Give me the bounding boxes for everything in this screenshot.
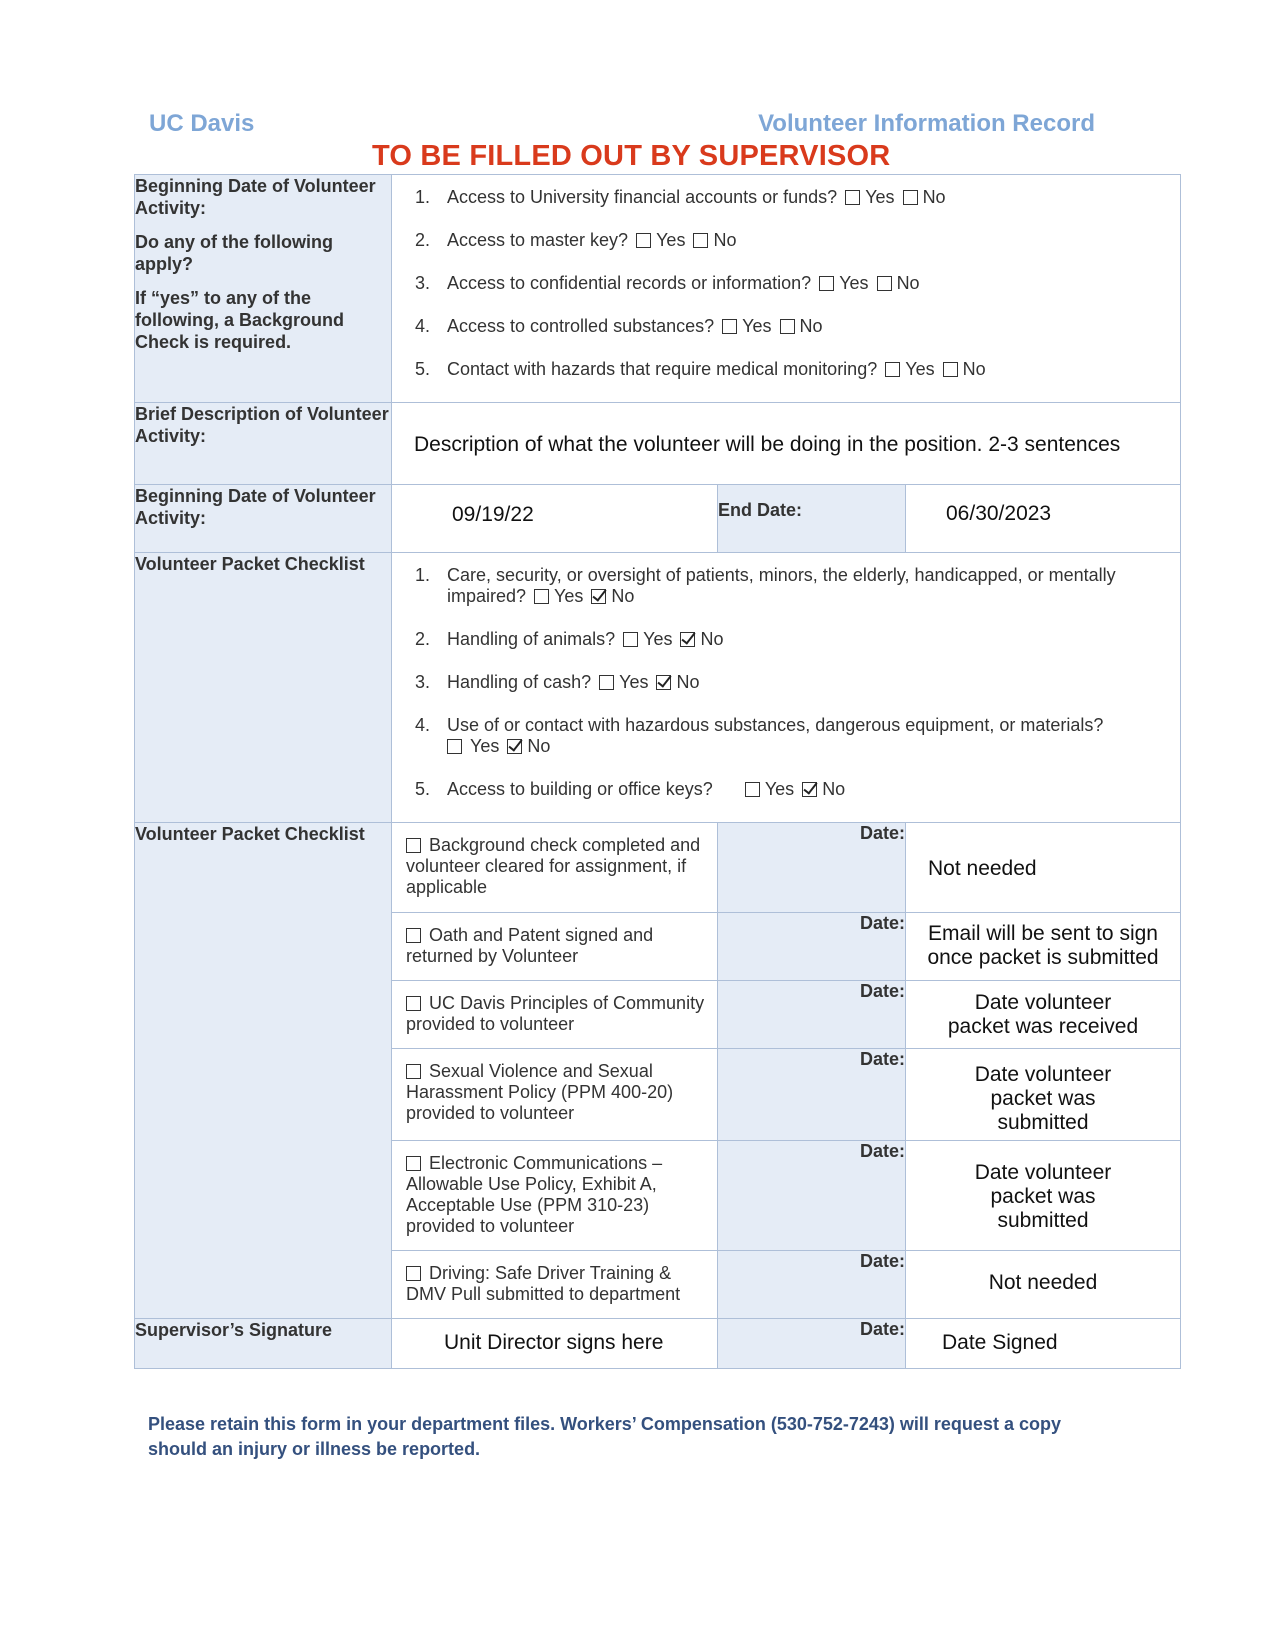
- supervisor-instruction: TO BE FILLED OUT BY SUPERVISOR: [372, 140, 891, 172]
- end-date-label: End Date:: [718, 485, 906, 553]
- checkbox-icon[interactable]: [406, 1064, 421, 1079]
- signature-date-field[interactable]: [906, 1319, 1181, 1369]
- document-title: Volunteer Information Record: [758, 110, 1095, 137]
- signature-field[interactable]: [392, 1319, 718, 1369]
- packet-question-3: Handling of cash? Yes No: [447, 672, 700, 692]
- description-field[interactable]: [392, 403, 1181, 485]
- checkbox-icon[interactable]: [406, 1156, 421, 1171]
- checklist-item: Driving: Safe Driver Training & DMV Pull submitted to department: [392, 1251, 718, 1319]
- checkbox-icon[interactable]: [693, 233, 708, 248]
- checklist-date-field[interactable]: [906, 1251, 1181, 1319]
- checkbox-icon[interactable]: [534, 589, 549, 604]
- signature-value: Unit Director signs here: [444, 1331, 664, 1354]
- checkbox-icon[interactable]: [877, 276, 892, 291]
- checklist-date-value: Date volunteer packet was received: [947, 991, 1139, 1038]
- checklist-date-value: Not needed: [928, 857, 1037, 880]
- checkbox-icon[interactable]: [885, 362, 900, 377]
- checkbox-icon[interactable]: [903, 190, 918, 205]
- checklist-date-value: Email will be sent to sign once packet is submitted: [927, 922, 1159, 969]
- begin-date-field[interactable]: [392, 485, 718, 553]
- checkbox-icon[interactable]: [623, 632, 638, 647]
- end-date-field[interactable]: [906, 485, 1181, 553]
- checkbox-icon[interactable]: [599, 675, 614, 690]
- checklist-item: Oath and Patent signed and returned by Volunteer: [392, 913, 718, 981]
- checklist-date-value: Not needed: [988, 1271, 1098, 1294]
- checklist-date-field[interactable]: [906, 823, 1181, 913]
- date-label: Date:: [718, 913, 906, 981]
- begin-date-value: 09/19/22: [452, 503, 534, 526]
- checked-checkbox-icon[interactable]: [507, 739, 522, 754]
- checkbox-icon[interactable]: [845, 190, 860, 205]
- bg-question-2: Access to master key? Yes No: [447, 230, 737, 250]
- begin-date-label-text: Beginning Date of Volunteer Activity:: [135, 176, 376, 218]
- signature-label: Supervisor’s Signature: [135, 1319, 392, 1369]
- end-date-value: 06/30/2023: [946, 502, 1052, 525]
- packet-question-2: Handling of animals? Yes No: [447, 629, 724, 649]
- checklist-item: Background check completed and volunteer cleared for assignment, if applicable: [392, 823, 718, 913]
- checked-checkbox-icon[interactable]: [680, 632, 695, 647]
- checkbox-icon[interactable]: [406, 1266, 421, 1281]
- checkbox-icon[interactable]: [406, 996, 421, 1011]
- begin-date-label: Beginning Date of Volunteer Activity:: [135, 485, 392, 553]
- date-label: Date:: [718, 1251, 906, 1319]
- background-check-label: [135, 175, 392, 403]
- packet-question-5: Access to building or office keys? Yes No: [447, 779, 846, 799]
- date-label: Date:: [718, 1049, 906, 1141]
- checklist-date-value: Date volunteer packet was submitted: [974, 1161, 1112, 1232]
- checkbox-icon[interactable]: [819, 276, 834, 291]
- bg-question-4: Access to controlled substances? Yes No: [447, 316, 823, 336]
- checkbox-icon[interactable]: [943, 362, 958, 377]
- date-label: Date:: [718, 823, 906, 913]
- checkbox-icon[interactable]: [636, 233, 651, 248]
- background-check-note: If “yes” to any of the following, a Background Check is required.: [135, 288, 345, 352]
- checklist-date-value: Date volunteer packet was submitted: [974, 1063, 1112, 1134]
- packet-checklist-label: Volunteer Packet Checklist: [135, 553, 392, 823]
- background-questions-cell: [392, 175, 1181, 403]
- checklist-date-field[interactable]: [906, 981, 1181, 1049]
- bg-question-5: Contact with hazards that require medical monitoring? Yes No: [447, 359, 986, 379]
- checklist-date-field[interactable]: [906, 913, 1181, 981]
- packet-question-4: Use of or contact with hazardous substances, dangerous equipment, or materials? Yes No: [447, 715, 1104, 756]
- checkbox-icon[interactable]: [722, 319, 737, 334]
- packet-checklist-label-2: Volunteer Packet Checklist: [135, 823, 392, 1319]
- bg-question-1: Access to University financial accounts or funds? Yes No: [447, 187, 946, 207]
- signature-date-value: Date Signed: [942, 1331, 1058, 1354]
- checked-checkbox-icon[interactable]: [591, 589, 606, 604]
- date-label: Date:: [718, 1141, 906, 1251]
- checklist-item: UC Davis Principles of Community provided to volunteer: [392, 981, 718, 1049]
- checkbox-icon[interactable]: [447, 739, 462, 754]
- description-value: Description of what the volunteer will be doing in the position. 2-3 sentences: [414, 433, 1121, 456]
- checklist-date-field[interactable]: [906, 1049, 1181, 1141]
- description-label: Brief Description of Volunteer Activity:: [135, 403, 392, 485]
- checklist-date-field[interactable]: [906, 1141, 1181, 1251]
- signature-date-label: Date:: [718, 1319, 906, 1369]
- checklist-item: Electronic Communications – Allowable Use Policy, Exhibit A, Acceptable Use (PPM 310-23) provided to volunteer: [392, 1141, 718, 1251]
- checked-checkbox-icon[interactable]: [802, 782, 817, 797]
- footer-note: Please retain this form in your department files. Workers’ Compensation (530-752-7243) will request a copy should an injury or illness be reported.: [148, 1414, 1061, 1459]
- checkbox-icon[interactable]: [745, 782, 760, 797]
- date-label: Date:: [718, 981, 906, 1049]
- packet-questions-cell: [392, 553, 1181, 823]
- checked-checkbox-icon[interactable]: [656, 675, 671, 690]
- org-name: UC Davis: [149, 110, 255, 137]
- checkbox-icon[interactable]: [780, 319, 795, 334]
- checklist-item: Sexual Violence and Sexual Harassment Policy (PPM 400-20) provided to volunteer: [392, 1049, 718, 1141]
- apply-question-label: Do any of the following apply?: [135, 232, 333, 274]
- packet-question-1: Care, security, or oversight of patients, minors, the elderly, handicapped, or mentally impaired? Yes No: [447, 565, 1116, 606]
- bg-question-3: Access to confidential records or information? Yes No: [447, 273, 920, 293]
- checkbox-icon[interactable]: [406, 928, 421, 943]
- checkbox-icon[interactable]: [406, 838, 421, 853]
- volunteer-form-table: [134, 174, 1181, 1369]
